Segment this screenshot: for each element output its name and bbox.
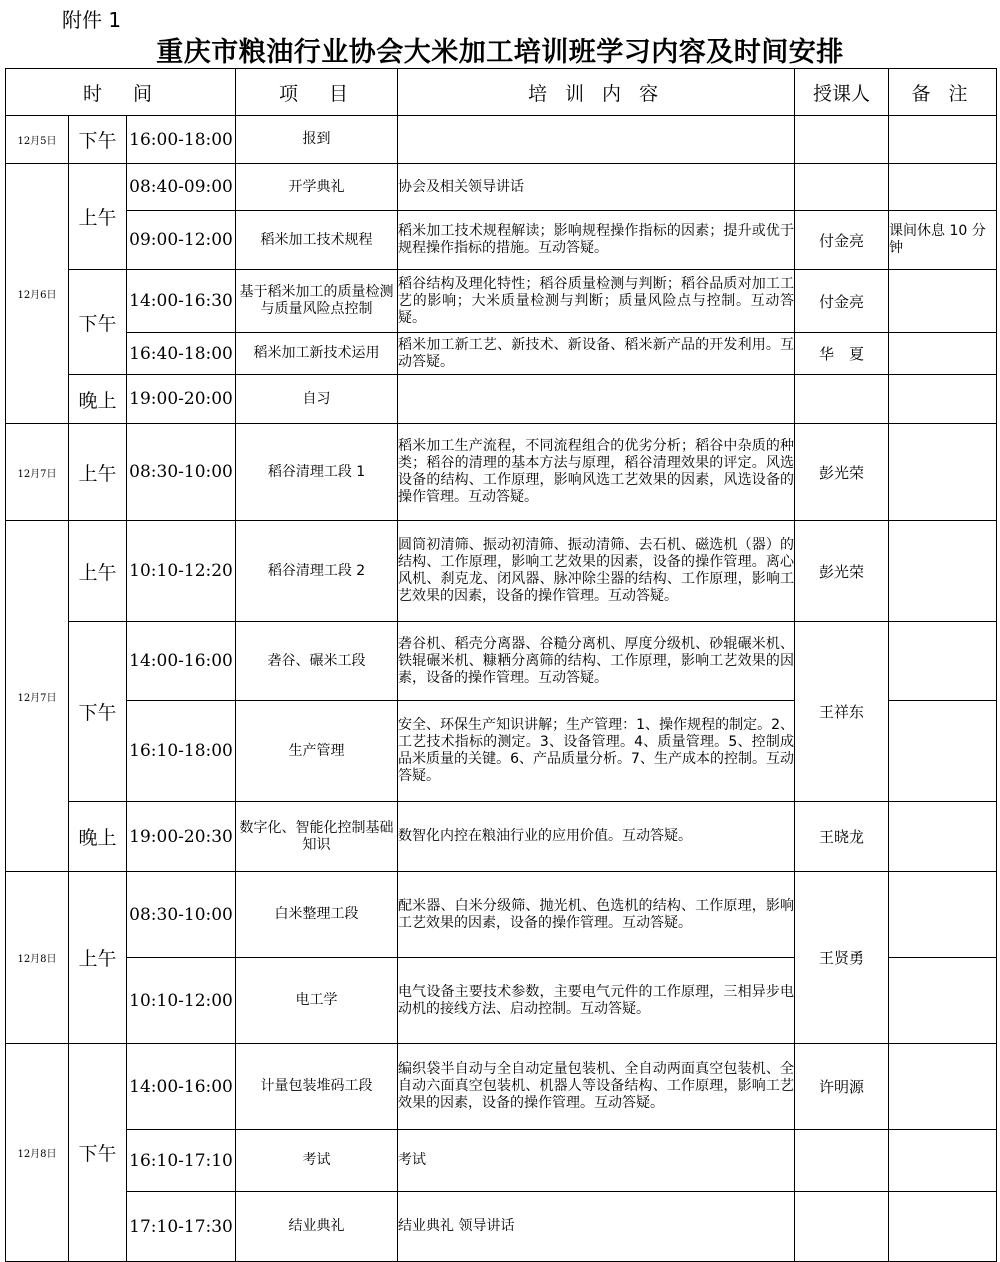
header-item: 项 目	[236, 69, 398, 116]
time-cell: 10:10-12:00	[127, 958, 236, 1044]
time-cell: 17:10-17:30	[127, 1192, 236, 1262]
segment-cell: 晚上	[69, 802, 127, 872]
item-cell: 稻谷清理工段 2	[236, 521, 398, 622]
table-row	[6, 333, 997, 375]
teacher-cell	[795, 1130, 889, 1192]
note-cell	[889, 958, 997, 1044]
time-cell: 14:00-16:00	[127, 622, 236, 701]
item-cell: 计量包装堆码工段	[236, 1044, 398, 1130]
item-cell: 开学典礼	[236, 164, 398, 211]
item-cell: 自习	[236, 375, 398, 424]
segment-cell: 下午	[69, 116, 127, 164]
table-row	[6, 1192, 997, 1262]
segment-cell: 上午	[69, 872, 127, 1044]
date-cell: 12月5日	[6, 116, 69, 164]
time-cell: 09:00-12:00	[127, 211, 236, 270]
teacher-cell	[795, 164, 889, 211]
time-cell: 08:40-09:00	[127, 164, 236, 211]
table-row	[6, 375, 997, 424]
time-cell: 10:10-12:20	[127, 521, 236, 622]
time-cell: 16:10-17:10	[127, 1130, 236, 1192]
segment-cell: 上午	[69, 164, 127, 270]
item-cell: 稻米加工新技术运用	[236, 333, 398, 375]
item-cell: 稻米加工技术规程	[236, 211, 398, 270]
content-cell: 结业典礼 领导讲话	[398, 1192, 795, 1262]
content-cell: 稻米加工新工艺、新技术、新设备、稻米新产品的开发利用。互动答疑。	[398, 333, 795, 375]
time-cell: 14:00-16:30	[127, 270, 236, 333]
segment-cell: 晚上	[69, 375, 127, 424]
content-cell: 配米器、白米分级筛、抛光机、色选机的结构、工作原理，影响工艺效果的因素，设备的操作管理。互动答疑。	[398, 872, 795, 958]
table-row	[6, 872, 997, 958]
content-cell: 稻米加工技术规程解读；影响规程操作指标的因素；提升或优于规程操作指标的措施。互动答疑。	[398, 211, 795, 270]
note-cell	[889, 622, 997, 701]
teacher-cell: 彭光荣	[795, 521, 889, 622]
teacher-cell: 彭光荣	[795, 424, 889, 521]
teacher-cell: 王祥东	[795, 622, 889, 802]
item-cell: 稻谷清理工段 1	[236, 424, 398, 521]
content-cell: 考试	[398, 1130, 795, 1192]
item-cell: 基于稻米加工的质量检测与质量风险点控制	[236, 270, 398, 333]
item-cell: 生产管理	[236, 701, 398, 802]
note-cell	[889, 424, 997, 521]
content-cell: 协会及相关领导讲话	[398, 164, 795, 211]
segment-cell: 上午	[69, 424, 127, 521]
teacher-cell: 付金亮	[795, 211, 889, 270]
teacher-cell	[795, 1192, 889, 1262]
table-row	[6, 270, 997, 333]
content-cell: 稻米加工生产流程，不同流程组合的优劣分析；稻谷中杂质的种类；稻谷的清理的基本方法与原理，稻谷清理效果的评定。风选设备的结构、工作原理，影响风选工艺效果的因素，风选设备的操作管理。互动答疑。	[398, 424, 795, 521]
item-cell: 电工学	[236, 958, 398, 1044]
content-cell: 电气设备主要技术参数，主要电气元件的工作原理，三相异步电动机的接线方法、启动控制。互动答疑。	[398, 958, 795, 1044]
item-cell: 报到	[236, 116, 398, 164]
table-row	[6, 211, 997, 270]
teacher-cell: 付金亮	[795, 270, 889, 333]
table-row	[6, 1130, 997, 1192]
item-cell: 砻谷、碾米工段	[236, 622, 398, 701]
note-cell	[889, 1044, 997, 1130]
content-cell: 数智化内控在粮油行业的应用价值。互动答疑。	[398, 802, 795, 872]
teacher-cell: 华 夏	[795, 333, 889, 375]
content-cell: 编织袋半自动与全自动定量包装机、全自动两面真空包装机、全自动六面真空包装机、机器人等设备结构、工作原理，影响工艺效果的因素，设备的操作管理。互动答疑。	[398, 1044, 795, 1130]
teacher-cell: 许明源	[795, 1044, 889, 1130]
note-cell	[889, 333, 997, 375]
table-row	[6, 622, 997, 701]
teacher-cell	[795, 116, 889, 164]
table-row	[6, 116, 997, 164]
date-cell: 12月6日	[6, 164, 69, 424]
content-cell: 砻谷机、稻壳分离器、谷糙分离机、厚度分级机、砂辊碾米机、铁辊碾米机、糠粞分离筛的结构、工作原理，影响工艺效果的因素，设备的操作管理。互动答疑。	[398, 622, 795, 701]
time-cell: 16:00-18:00	[127, 116, 236, 164]
item-cell: 白米整理工段	[236, 872, 398, 958]
segment-cell: 下午	[69, 270, 127, 375]
content-cell: 圆筒初清筛、振动初清筛、振动清筛、去石机、磁选机（器）的结构、工作原理，影响工艺效果的因素，设备的操作管理。离心风机、刹克龙、闭风器、脉冲除尘器的结构、工作原理，影响工艺效果的因素，设备的操作管理。互动答疑。	[398, 521, 795, 622]
table-row	[6, 1044, 997, 1130]
date-cell: 12月7日	[6, 424, 69, 521]
date-cell: 12月8日	[6, 872, 69, 1044]
content-cell	[398, 116, 795, 164]
table-row	[6, 802, 997, 872]
time-cell: 16:40-18:00	[127, 333, 236, 375]
content-cell: 稻谷结构及理化特性；稻谷质量检测与判断；稻谷品质对加工工艺的影响；大米质量检测与判断；质量风险点与控制。互动答疑。	[398, 270, 795, 333]
attachment-label: 附件 1	[62, 8, 122, 32]
content-cell	[398, 375, 795, 424]
date-cell: 12月7日	[6, 521, 69, 872]
note-cell	[889, 1130, 997, 1192]
date-cell: 12月8日	[6, 1044, 69, 1262]
time-cell: 19:00-20:30	[127, 802, 236, 872]
note-cell	[889, 701, 997, 802]
table-row	[6, 521, 997, 622]
time-cell: 08:30-10:00	[127, 424, 236, 521]
note-cell	[889, 116, 997, 164]
time-cell: 16:10-18:00	[127, 701, 236, 802]
segment-cell: 下午	[69, 1044, 127, 1262]
table-row	[6, 164, 997, 211]
note-cell	[889, 521, 997, 622]
note-cell	[889, 872, 997, 958]
header-teacher: 授课人	[795, 69, 889, 116]
schedule-table	[5, 68, 997, 1262]
time-cell: 08:30-10:00	[127, 872, 236, 958]
document-title: 重庆市粮油行业协会大米加工培训班学习内容及时间安排	[156, 37, 844, 68]
note-cell	[889, 802, 997, 872]
item-cell: 考试	[236, 1130, 398, 1192]
item-cell: 结业典礼	[236, 1192, 398, 1262]
teacher-cell: 王晓龙	[795, 802, 889, 872]
header-time: 时 间	[6, 69, 236, 116]
segment-cell: 上午	[69, 521, 127, 622]
header-content: 培 训 内 容	[398, 69, 795, 116]
time-cell: 14:00-16:00	[127, 1044, 236, 1130]
time-cell: 19:00-20:00	[127, 375, 236, 424]
segment-cell: 下午	[69, 622, 127, 802]
note-cell: 课间休息 10 分钟	[889, 211, 997, 270]
teacher-cell	[795, 375, 889, 424]
note-cell	[889, 375, 997, 424]
teacher-cell: 王贤勇	[795, 872, 889, 1044]
content-cell: 安全、环保生产知识讲解；生产管理：1、操作规程的制定。2、工艺技术指标的测定。3、设备管理。4、质量管理。5、控制成品米质量的关键。6、产品质量分析。7、生产成本的控制。互动答疑。	[398, 701, 795, 802]
header-row	[6, 69, 997, 116]
item-cell: 数字化、智能化控制基础知识	[236, 802, 398, 872]
note-cell	[889, 270, 997, 333]
note-cell	[889, 1192, 997, 1262]
header-note: 备 注	[889, 69, 997, 116]
table-row	[6, 424, 997, 521]
note-cell	[889, 164, 997, 211]
